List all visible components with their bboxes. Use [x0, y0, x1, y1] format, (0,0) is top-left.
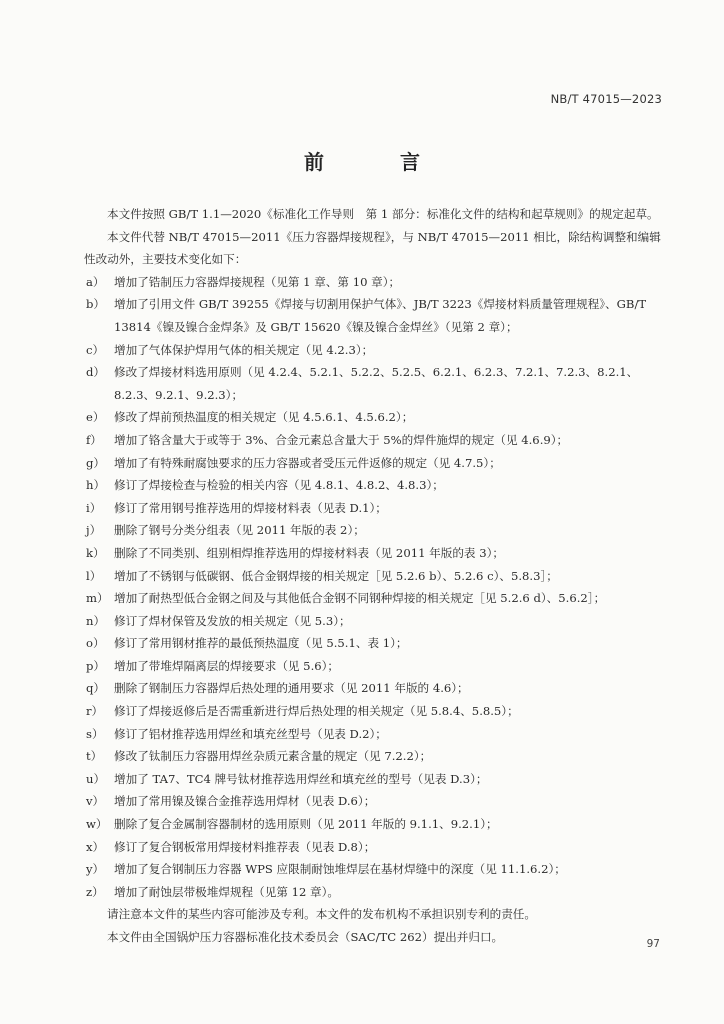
list-item-text: 增加了有特殊耐腐蚀要求的压力容器或者受压元件返修的规定（见 4.7.5）；	[114, 455, 501, 470]
list-item-text: 删除了钢号分类分组表（见 2011 年版的表 2）；	[114, 523, 365, 538]
list-item	[84, 497, 670, 520]
list-item	[84, 836, 670, 859]
list-item-label: o）	[86, 636, 105, 651]
list-item-label: l）	[86, 568, 102, 583]
list-item	[84, 271, 670, 294]
list-item-text: 修订了常用钢号推荐选用的焊接材料表（见表 D.1）；	[114, 500, 387, 515]
list-item-text: 修订了焊接检查与检验的相关内容（见 4.8.1、4.8.2、4.8.3）；	[114, 478, 444, 493]
list-item-label: b）	[86, 297, 106, 312]
list-item-text: 增加了锆制压力容器焊接规程（见第 1 章、第 10 章）；	[114, 274, 401, 289]
list-item-label: e）	[86, 410, 105, 425]
list-item-label: f）	[86, 432, 102, 447]
list-item-label: t）	[86, 749, 103, 764]
list-item-label: j）	[86, 523, 102, 538]
outro-paragraph: 请注意本文件的某些内容可能涉及专利。本文件的发布机构不承担识别专利的责任。	[107, 907, 536, 922]
list-item	[84, 677, 670, 700]
list-item-text: 增加了铬含量大于或等于 3%、合金元素总含量大于 5%的焊件施焊的规定（见 4.6.9）；	[114, 432, 569, 447]
list-item	[84, 406, 670, 429]
list-item-text: 修订了焊接返修后是否需重新进行焊后热处理的相关规定（见 5.8.4、5.8.5）；	[114, 704, 519, 719]
list-item-text: 增加了耐热型低合金钢之间及与其他低合金钢不同钢种焊接的相关规定［见 5.2.6 d）、5.6.2］；	[114, 591, 606, 606]
list-item-text: 删除了不同类别、组别相焊推荐选用的焊接材料表（见 2011 年版的表 3）；	[114, 545, 504, 560]
list-item-text: 增加了耐蚀层带极堆焊规程（见第 12 章）。	[114, 884, 340, 899]
list-item	[84, 881, 670, 904]
list-item-text: 增加了带堆焊隔离层的焊接要求（见 5.6）；	[114, 658, 340, 673]
list-item-label: s）	[86, 726, 104, 741]
list-item-text: 增加了常用镍及镍合金推荐选用焊材（见表 D.6）；	[114, 794, 376, 809]
list-item-label: v）	[86, 794, 105, 809]
intro-paragraph: 本文件按照 GB/T 1.1—2020《标准化工作导则 第 1 部分：标准化文件的结构和起草规则》的规定起草。	[107, 207, 659, 221]
list-item-label: i）	[86, 500, 102, 515]
list-item-label: n）	[86, 613, 106, 628]
list-item-label: d）	[86, 365, 106, 380]
list-item-label: m）	[86, 591, 109, 606]
page-number: 97	[646, 938, 660, 950]
list-item-label: p）	[86, 658, 106, 673]
list-item-text: 删除了复合金属制容器制材的选用原则（见 2011 年版的 9.1.1、9.2.1）；	[114, 817, 498, 832]
list-item	[84, 429, 670, 452]
list-item	[84, 700, 670, 723]
list-item-label: g）	[86, 455, 106, 470]
intro-paragraph: 本文件代替 NB/T 47015—2011《压力容器焊接规程》，与 NB/T 47015—2011 相比，除结构调整和编辑性改动外，主要技术变化如下：	[84, 229, 661, 267]
outro-paragraph: 本文件由全国锅炉压力容器标准化技术委员会（SAC/TC 262）提出并归口。	[107, 930, 504, 944]
list-item-text: 删除了钢制压力容器焊后热处理的通用要求（见 2011 年版的 4.6）；	[114, 681, 469, 696]
list-item-label: q）	[86, 681, 106, 696]
list-item-label: a）	[86, 274, 105, 289]
list-item-label: u）	[86, 771, 106, 786]
list-item	[84, 361, 670, 406]
change-list	[84, 271, 670, 904]
list-item-label: y）	[86, 862, 105, 877]
list-item	[84, 293, 670, 338]
list-item-label: r）	[86, 704, 104, 719]
list-item-label: c）	[86, 342, 105, 357]
list-item-text: 增加了引用文件 GB/T 39255《焊接与切割用保护气体》、JB/T 3223《焊接材料质量管理规程》、GB/T 13814《镍及镍合金焊条》及 GB/T 15620《镍及镍合金焊丝》（见第 2 章）；	[114, 297, 647, 334]
list-item	[84, 542, 670, 565]
list-item-text: 修订了复合钢板常用焊接材料推荐表（见表 D.8）；	[114, 839, 376, 854]
list-item-text: 修订了常用钢材推荐的最低预热温度（见 5.5.1、表 1）；	[114, 636, 408, 651]
list-item	[84, 519, 670, 542]
list-item	[84, 723, 670, 746]
list-item	[84, 474, 670, 497]
document-body	[84, 203, 670, 949]
list-item-label: w）	[86, 817, 108, 832]
list-item	[84, 768, 670, 791]
list-item-text: 增加了 TA7、TC4 牌号钛材推荐选用焊丝和填充丝的型号（见表 D.3）；	[114, 771, 488, 786]
list-item-text: 修改了钛制压力容器用焊丝杂质元素含量的规定（见 7.2.2）；	[114, 749, 432, 764]
list-item	[84, 632, 670, 655]
list-item-label: z）	[86, 884, 104, 899]
list-item-text: 修改了焊接材料选用原则（见 4.2.4、5.2.1、5.2.2、5.2.5、6.2.1、6.2.3、7.2.1、7.2.3、8.2.1、8.2.3、9.2.1、9.2.3）；	[114, 365, 639, 402]
list-item	[84, 745, 670, 768]
list-item	[84, 790, 670, 813]
list-item	[84, 339, 670, 362]
list-item	[84, 565, 670, 588]
list-item-text: 增加了气体保护焊用气体的相关规定（见 4.2.3）；	[114, 342, 374, 357]
list-item	[84, 610, 670, 633]
list-item	[84, 452, 670, 475]
list-item-text: 修订了焊材保管及发放的相关规定（见 5.3）；	[114, 613, 351, 628]
list-item-text: 修订了铝材推荐选用焊丝和填充丝型号（见表 D.2）；	[114, 726, 387, 741]
list-item-label: k）	[86, 545, 105, 560]
document-code: NB/T 47015—2023	[550, 92, 662, 106]
list-item-label: h）	[86, 478, 106, 493]
list-item-text: 增加了复合钢制压力容器 WPS 应限制耐蚀堆焊层在基材焊缝中的深度（见 11.1.6.2）；	[114, 862, 566, 877]
list-item-label: x）	[86, 839, 105, 854]
list-item-text: 增加了不锈钢与低碳钢、低合金钢焊接的相关规定［见 5.2.6 b）、5.2.6 c）、5.8.3］；	[114, 568, 558, 583]
list-item	[84, 813, 670, 836]
list-item	[84, 858, 670, 881]
list-item	[84, 655, 670, 678]
list-item	[84, 587, 670, 610]
page-title: 前 言	[304, 150, 448, 174]
list-item-text: 修改了焊前预热温度的相关规定（见 4.5.6.1、4.5.6.2）；	[114, 410, 414, 425]
